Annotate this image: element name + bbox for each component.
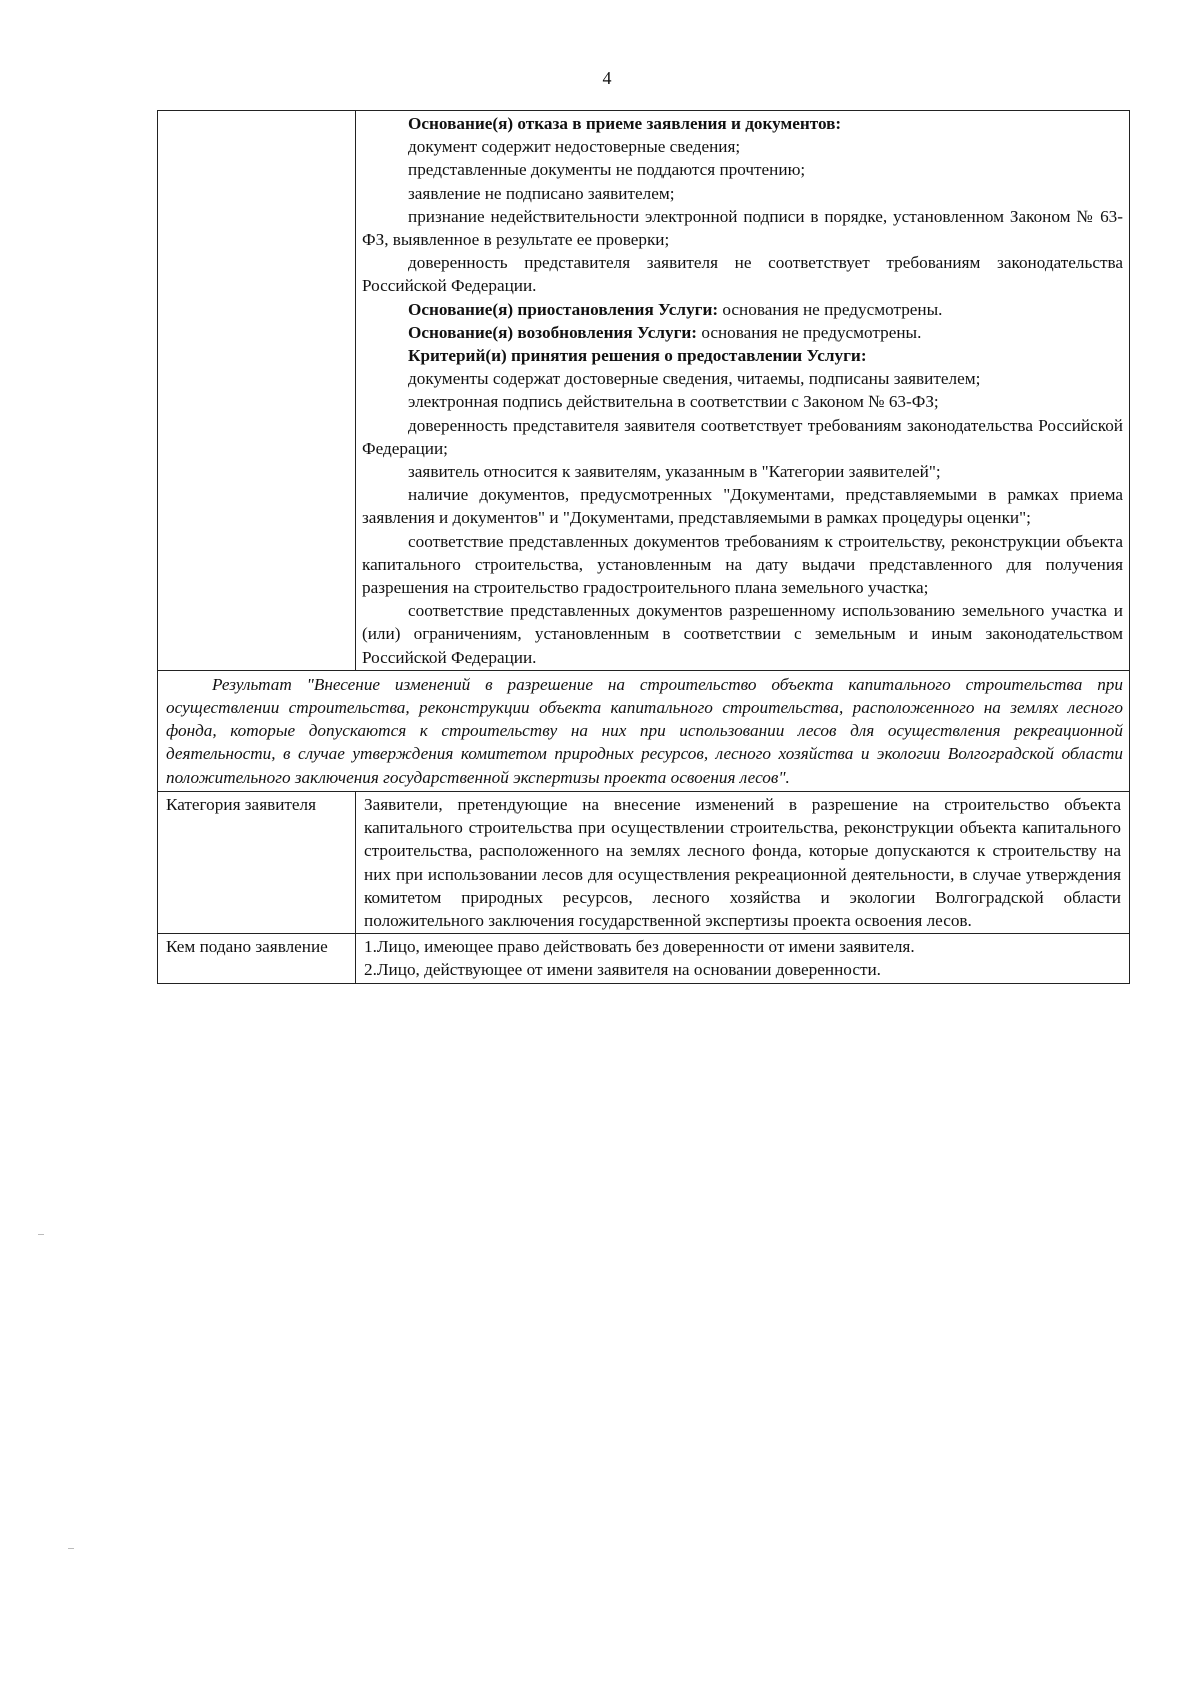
criteria-item: наличие документов, предусмотренных "Документами, представляемыми в рамках приема заявления и документов" и "Документами, представляемыми в рамках процедуры оценки"; (362, 485, 1123, 528)
refusal-item: представленные документы не поддаются прочтению; (408, 160, 806, 180)
resumption-label: Основание(я) возобновления Услуги: (408, 322, 698, 342)
submitted-by-label-cell (158, 934, 356, 983)
refusal-item: доверенность представителя заявителя не соответствует требованиям законодательства Российской Федерации. (362, 253, 1123, 296)
service-table (157, 110, 1130, 984)
refusal-item: признание недействительности электронной подписи в порядке, установленном Законом № 63-ФЗ, выявленное в результате ее проверки; (362, 206, 1123, 250)
page-number: 4 (602, 68, 612, 88)
grounds-left-empty-cell (158, 111, 356, 671)
refusal-item: заявление не подписано заявителем; (408, 183, 675, 203)
refusal-item: документ содержит недостоверные сведения; (408, 137, 741, 157)
resumption-line (362, 321, 1123, 344)
applicant-category-label: Категория заявителя (166, 794, 317, 814)
submitted-by-value-cell (356, 934, 1130, 983)
submitted-by-item: 1.Лицо, имеющее право действовать без доверенности от имени заявителя. (364, 937, 915, 957)
submitted-by-item: 2.Лицо, действующее от имени заявителя на основании доверенности. (364, 960, 881, 980)
criteria-item: электронная подпись действительна в соответствии с Законом № 63-ФЗ; (408, 392, 939, 412)
suspension-value: основания не предусмотрены. (718, 299, 943, 319)
applicant-category-row (158, 791, 1130, 933)
result-row (158, 670, 1130, 791)
result-cell (158, 670, 1130, 791)
criteria-item: доверенность представителя заявителя соответствует требованиям законодательства Российской Федерации; (362, 415, 1123, 458)
submitted-by-row (158, 934, 1130, 983)
grounds-cell (356, 111, 1130, 671)
resumption-value: основания не предусмотрены. (697, 322, 922, 342)
applicant-category-value-cell (356, 791, 1130, 933)
grounds-row (158, 111, 1130, 671)
criteria-item: соответствие представленных документов разрешенному использованию земельного участка и (или) ограничениям, установленным в соответствии с земельным и иным законодательством Российской Федерации. (362, 601, 1123, 667)
submitted-by-label: Кем подано заявление (166, 937, 328, 957)
criteria-item: заявитель относится к заявителям, указанным в "Категории заявителей"; (408, 462, 941, 482)
scan-mark (68, 1548, 74, 1549)
applicant-category-label-cell (158, 791, 356, 933)
suspension-label: Основание(я) приостановления Услуги: (408, 299, 719, 319)
criteria-item: документы содержат достоверные сведения, читаемы, подписаны заявителем; (408, 369, 981, 389)
criteria-heading: Критерий(и) принятия решения о предоставлении Услуги: (408, 346, 867, 366)
refusal-heading: Основание(я) отказа в приеме заявления и документов: (408, 114, 842, 133)
criteria-item: соответствие представленных документов требованиям к строительству, реконструкции объекта капитального строительства, установленным на дату выдачи представленного для получения разрешения на строительство градостроительного плана земельного участка; (362, 531, 1123, 598)
suspension-line (362, 298, 1123, 321)
applicant-category-value: Заявители, претендующие на внесение изменений в разрешение на строительство объекта капитального строительства при осуществлении строительства, реконструкции объекта капитального строительства, расположенного на землях лесного фонда, которые допускаются к строительству на них при использовании лесов для осуществления рекреационной деятельности, в случае утверждения комитетом природных ресурсов, лесного хозяйства и экологии Волгоградской области положительного заключения государственной экспертизы проекта освоения лесов. (364, 794, 1121, 930)
scan-mark (38, 1234, 44, 1235)
result-text: Результат "Внесение изменений в разрешение на строительство объекта капитального строительства при осуществлении строительства, реконструкции объекта капитального строительства, расположенного на землях лесного фонда, которые допускаются к строительству на них при использовании лесов для осуществления рекреационной деятельности, в случае утверждения комитетом природных ресурсов, лесного хозяйства и экологии Волгоградской области положительного заключения государственной экспертизы проекта освоения лесов". (166, 674, 1123, 787)
